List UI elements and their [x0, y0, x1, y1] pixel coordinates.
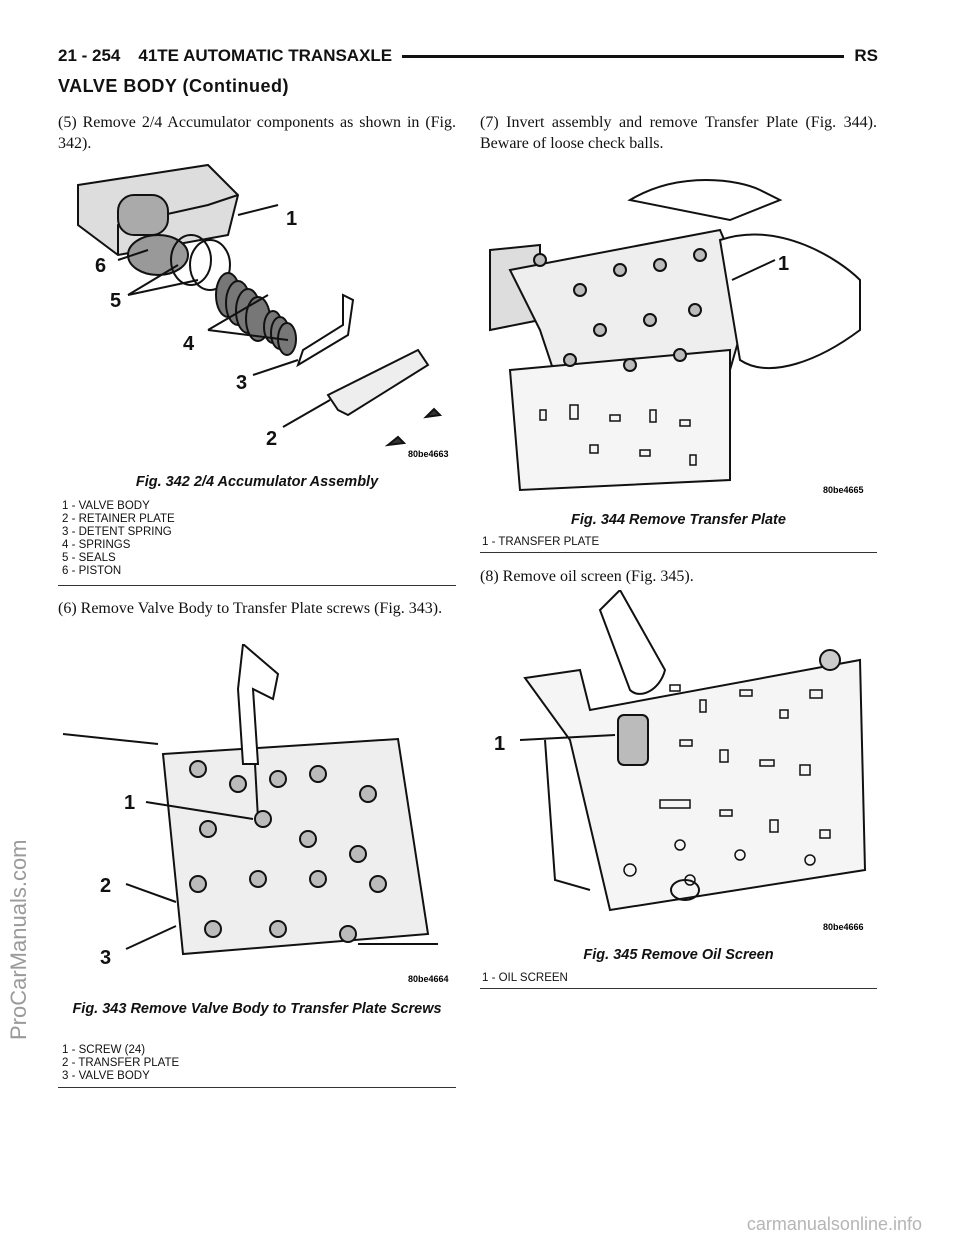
fig342-code: 80be4663 [408, 449, 449, 459]
fig343-caption: Fig. 343 Remove Valve Body to Transfer Plate Screws [72, 1001, 442, 1017]
fig343-callout-3: 3 [100, 947, 112, 969]
model-code: RS [854, 46, 878, 65]
fig343-callout-1: 1 [124, 792, 136, 814]
fig342-legend-item: 1 - VALVE BODY [62, 500, 150, 512]
fig344-code: 80be4665 [823, 485, 864, 495]
fig343-legend-item: 1 - SCREW (24) [62, 1044, 146, 1056]
fig345-callout-1: 1 [494, 733, 506, 755]
fig345-rule [480, 988, 877, 989]
fig342-caption: Fig. 342 2/4 Accumulator Assembly [135, 474, 379, 490]
fig343-illustration [58, 644, 456, 992]
fig342-legend-item: 2 - RETAINER PLATE [62, 513, 175, 525]
header-rule [402, 55, 844, 58]
fig344-callout-1: 1 [778, 253, 790, 275]
bottom-watermark: carmanualsonline.info [746, 1214, 922, 1234]
side-watermark: ProCarManuals.com [6, 839, 31, 1040]
fig343-rule [58, 1087, 456, 1088]
fig345-caption: Fig. 345 Remove Oil Screen [583, 947, 774, 963]
fig345-code: 80be4666 [823, 922, 864, 932]
step-5: (5) Remove 2/4 Accumulator components as shown in (Fig. 342). [58, 114, 456, 152]
fig344-rule [480, 552, 877, 553]
fig342-callout-4: 4 [183, 333, 195, 355]
fig344-legend [482, 536, 599, 549]
step-6: (6) Remove Valve Body to Transfer Plate screws (Fig. 343). [58, 600, 443, 617]
fig342-rule [58, 585, 456, 586]
fig343-callout-2: 2 [100, 875, 112, 897]
fig342-legend-item: 4 - SPRINGS [62, 539, 131, 551]
fig344-legend-item: 1 - TRANSFER PLATE [482, 536, 600, 548]
fig343-legend [62, 1044, 179, 1083]
fig345-illustration [480, 590, 877, 942]
fig342-callout-3: 3 [236, 372, 248, 394]
fig342-callout-6: 6 [95, 255, 107, 277]
fig342-callout-2: 2 [266, 428, 278, 450]
continued-title: VALVE BODY (Continued) [58, 76, 289, 96]
fig342-callout-1: 1 [286, 208, 298, 230]
fig344-illustration [480, 160, 877, 500]
page-number: 21 - 254 [58, 46, 121, 65]
fig345-legend [482, 972, 568, 985]
fig344-caption: Fig. 344 Remove Transfer Plate [571, 512, 786, 528]
fig343-code: 80be4664 [408, 974, 449, 984]
page-header [58, 46, 878, 66]
step-7: (7) Invert assembly and remove Transfer Plate (Fig. 344). Beware of loose check balls. [480, 114, 877, 152]
fig342-legend-item: 6 - PISTON [62, 565, 122, 577]
section-title: 41TE AUTOMATIC TRANSAXLE [138, 46, 393, 65]
fig345-legend-item: 1 - OIL SCREEN [482, 972, 568, 984]
fig342-legend-item: 3 - DETENT SPRING [62, 526, 172, 538]
fig343-legend-item: 2 - TRANSFER PLATE [62, 1057, 180, 1069]
fig342-illustration [58, 155, 456, 470]
fig342-legend-item: 5 - SEALS [62, 552, 116, 564]
fig343-legend-item: 3 - VALVE BODY [62, 1070, 150, 1082]
step-8: (8) Remove oil screen (Fig. 345). [480, 568, 694, 585]
fig342-legend [62, 500, 175, 578]
fig342-callout-5: 5 [110, 290, 122, 312]
